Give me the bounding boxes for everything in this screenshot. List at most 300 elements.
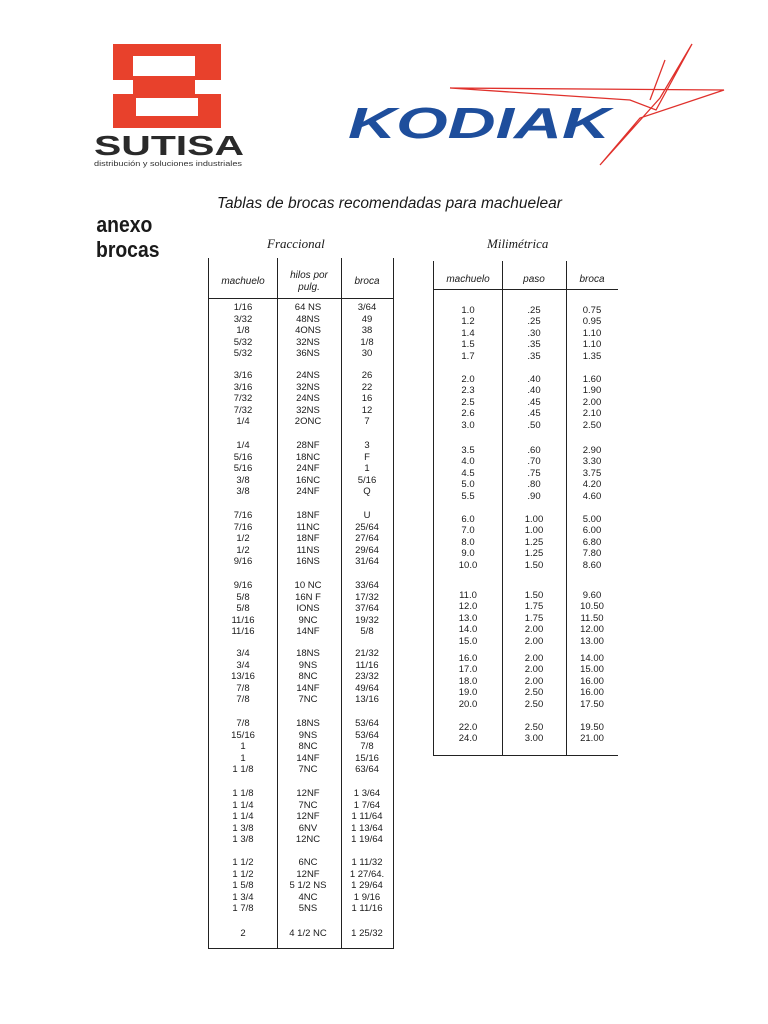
paso-cell: 2.50 (524, 698, 544, 710)
hilos-cell: IONS (296, 603, 320, 615)
paso-cell: 2.00 (524, 635, 544, 647)
broca-cell: 11/16 (355, 659, 379, 671)
machuelo-cell: 3/8 (236, 474, 250, 486)
group-3-broca-column (342, 440, 392, 498)
hilos-cell: 12NC (295, 834, 321, 846)
machuelo-cell: 5.5 (461, 490, 475, 502)
group-2-paso-column (503, 374, 565, 431)
machuelo-cell: 7/16 (233, 510, 253, 521)
machuelo-cell: 11/16 (231, 614, 255, 626)
machuelo-cell: 4.0 (461, 456, 475, 468)
hilos-cell: 12NF (296, 811, 320, 823)
group-7-broca-column (342, 718, 392, 776)
machuelo-cell: 1 1/8 (232, 788, 254, 799)
machuelo-cell: 3.0 (461, 419, 475, 431)
mm-bottom-rule (433, 755, 618, 756)
group-8-hilos-column (278, 788, 338, 846)
machuelo-cell: 3/32 (233, 313, 253, 325)
paso-cell: .35 (527, 339, 541, 351)
machuelo-cell: 1/4 (236, 440, 250, 451)
broca-cell: 37/64 (355, 603, 379, 615)
machuelo-cell: 1.7 (461, 350, 475, 362)
broca-cell: 12 (361, 404, 373, 416)
hilos-cell: 64 NS (294, 302, 322, 313)
group-1-paso-column (503, 305, 565, 362)
machuelo-cell: 1 1/4 (232, 811, 254, 823)
group-8-machuelo-column (210, 788, 276, 846)
machuelo-cell: 5/32 (233, 336, 253, 348)
machuelo-cell: 1/4 (236, 416, 250, 428)
broca-cell: 1.35 (582, 350, 602, 362)
milimetrica-title: Milimétrica (487, 236, 549, 251)
mm-border-left (433, 261, 434, 755)
broca-cell: 1 (364, 463, 370, 475)
group-4-broca-column (342, 510, 392, 568)
paso-cell: .80 (527, 479, 541, 491)
machuelo-cell: 3.5 (461, 445, 475, 456)
group-5-paso-column (503, 590, 565, 647)
machuelo-cell: 11.0 (459, 590, 477, 601)
machuelo-cell: 9/16 (233, 556, 253, 568)
broca-cell: 0.95 (582, 316, 602, 328)
machuelo-cell: 3/16 (233, 381, 253, 393)
paso-cell: 1.00 (524, 514, 544, 525)
group-4-hilos-column (278, 510, 338, 568)
group-4-paso-column (503, 514, 565, 571)
group-1-broca-column (567, 305, 617, 362)
machuelo-cell: 12.0 (458, 601, 478, 613)
group-2-machuelo-column (210, 370, 276, 428)
machuelo-cell: 1.4 (461, 327, 475, 339)
machuelo-cell: 16.0 (458, 653, 478, 664)
broca-cell: 4.60 (582, 490, 602, 502)
hilos-cell: 16NC (295, 474, 321, 486)
group-1-broca-column (342, 302, 392, 360)
machuelo-cell: 2.3 (461, 385, 475, 397)
broca-cell: 22 (361, 381, 373, 393)
machuelo-cell: 11/16 (231, 626, 255, 638)
machuelo-cell: 1.0 (461, 305, 475, 316)
machuelo-cell: 5.0 (461, 479, 475, 491)
hilos-cell: 7NC (298, 694, 318, 706)
machuelo-cell: 1 3/8 (232, 822, 254, 834)
paso-cell: .90 (527, 490, 541, 502)
paso-cell: .75 (527, 467, 541, 479)
hilos-cell: 2ONC (294, 416, 322, 428)
hilos-cell: 5 1/2 NS (289, 880, 327, 892)
kodiak-name: KODIAK (348, 99, 615, 148)
hilos-cell: 4 1/2 NC (289, 928, 327, 939)
broca-cell: 23/32 (355, 671, 379, 683)
machuelo-cell: 9.0 (461, 548, 475, 560)
paso-cell: 1.50 (524, 590, 544, 601)
machuelo-cell: 1/16 (233, 302, 253, 313)
machuelo-cell: 7.0 (461, 525, 475, 537)
hilos-cell: 9NC (298, 614, 318, 626)
machuelo-cell: 17.0 (458, 664, 478, 676)
broca-cell: 3.75 (582, 467, 602, 479)
broca-cell: 9.60 (582, 590, 602, 601)
broca-cell: 13.00 (580, 635, 604, 647)
paso-cell: .70 (527, 456, 541, 468)
broca-cell: 1.10 (582, 327, 602, 339)
group-10-hilos-column (278, 928, 338, 940)
paso-cell: .25 (527, 316, 541, 328)
paso-cell: 2.00 (524, 624, 544, 636)
machuelo-cell: 20.0 (458, 698, 478, 710)
group-9-hilos-column (278, 857, 338, 915)
broca-cell: 7 (364, 416, 370, 428)
group-5-machuelo-column (435, 590, 501, 647)
paso-cell: .35 (527, 350, 541, 362)
broca-cell: 3 (364, 440, 370, 451)
hilos-cell: 18NF (296, 510, 320, 521)
hilos-cell: 14NF (296, 682, 320, 694)
machuelo-cell: 6.0 (461, 514, 475, 525)
hilos-cell: 18NF (296, 533, 320, 545)
broca-cell: 21/32 (355, 648, 379, 659)
hilos-cell: 11NS (296, 544, 320, 556)
broca-cell: 7/8 (360, 741, 374, 753)
page-title: Tablas de brocas recomendadas para machuelear (217, 195, 562, 212)
group-7-hilos-column (278, 718, 338, 776)
hilos-cell: 36NS (296, 348, 320, 360)
broca-cell: Q (363, 486, 371, 498)
group-9-machuelo-column (210, 857, 276, 915)
broca-cell: 1.60 (582, 374, 602, 385)
paso-cell: 1.00 (524, 525, 544, 537)
frac-border-left (208, 258, 209, 948)
machuelo-cell: 1.5 (461, 339, 475, 351)
broca-cell: 1 11/16 (351, 903, 383, 915)
machuelo-cell: 7/8 (236, 718, 250, 729)
machuelo-cell: 1.2 (461, 316, 475, 328)
frac-bottom-rule (208, 948, 394, 949)
machuelo-cell: 15/16 (231, 729, 255, 741)
machuelo-cell: 7/32 (233, 404, 253, 416)
paso-cell: 1.75 (524, 612, 544, 624)
group-5-broca-column (342, 580, 392, 638)
hilos-cell: 24NS (296, 370, 320, 381)
broca-cell: 1 3/64 (353, 788, 381, 799)
broca-cell: 1 11/32 (351, 857, 383, 868)
group-10-machuelo-column (210, 928, 276, 940)
broca-cell: 15/16 (355, 752, 379, 764)
group-5-broca-column (567, 590, 617, 647)
machuelo-cell: 1 7/8 (232, 903, 254, 915)
group-3-broca-column (567, 445, 617, 502)
sutisa-logo (88, 40, 248, 175)
hilos-cell: 16N F (295, 591, 321, 603)
machuelo-cell: 2.0 (461, 374, 475, 385)
machuelo-cell: 1 1/8 (232, 764, 254, 776)
broca-cell: 16 (361, 393, 373, 405)
machuelo-cell: 1 3/8 (232, 834, 254, 846)
broca-cell: 5/16 (357, 474, 377, 486)
paso-cell: 1.50 (524, 559, 544, 571)
hilos-cell: 14NF (296, 626, 320, 638)
broca-cell: 1.10 (582, 339, 602, 351)
paso-cell: 1.75 (524, 601, 544, 613)
paso-cell: .45 (527, 396, 541, 408)
machuelo-cell: 14.0 (458, 624, 478, 636)
broca-cell: 53/64 (355, 718, 379, 729)
machuelo-cell: 9/16 (233, 580, 253, 591)
hilos-cell: 12NF (296, 868, 320, 880)
machuelo-cell: 7/32 (233, 393, 253, 405)
machuelo-cell: 5/8 (236, 603, 250, 615)
paso-cell: 1.25 (524, 536, 544, 548)
machuelo-cell: 1 3/4 (232, 891, 254, 903)
broca-cell: 3.30 (582, 456, 602, 468)
machuelo-cell: 8.0 (461, 536, 475, 548)
broca-cell: 13/16 (355, 694, 379, 706)
frac-header-broca: broca (354, 276, 380, 287)
hilos-cell: 4NC (298, 891, 318, 903)
broca-cell: 1/8 (360, 336, 374, 348)
machuelo-cell: 1/8 (236, 325, 250, 337)
group-1-machuelo-column (435, 305, 501, 362)
hilos-cell: 12NF (296, 788, 320, 799)
hilos-cell: 24NS (296, 393, 320, 405)
broca-cell: 33/64 (355, 580, 379, 591)
broca-cell: 12.00 (580, 624, 604, 636)
hilos-cell: 28NF (296, 440, 320, 451)
hilos-cell: 6NV (298, 822, 318, 834)
broca-cell: 5.00 (582, 514, 602, 525)
group-5-hilos-column (278, 580, 338, 638)
hilos-cell: 14NF (296, 752, 320, 764)
hilos-cell: 7NC (298, 764, 318, 776)
broca-cell: 6.80 (582, 536, 602, 548)
frac-header-rule (208, 298, 394, 299)
broca-cell: 19.50 (580, 722, 604, 733)
hilos-cell: 18NC (295, 451, 321, 463)
broca-cell: 63/64 (355, 764, 379, 776)
machuelo-cell: 1 1/2 (232, 857, 254, 868)
broca-cell: 1 11/64 (351, 811, 383, 823)
broca-cell: 7.80 (582, 548, 602, 560)
broca-cell: 6.00 (582, 525, 602, 537)
mm-header-machuelo: machuelo (446, 274, 490, 285)
hilos-cell: 32NS (296, 404, 320, 416)
group-2-broca-column (567, 374, 617, 431)
machuelo-cell: 7/8 (236, 694, 250, 706)
broca-cell: 11.50 (580, 612, 604, 624)
broca-cell: 16.00 (580, 675, 604, 687)
broca-cell: 29/64 (355, 544, 379, 556)
broca-cell: 10.50 (580, 601, 604, 613)
group-6-hilos-column (278, 648, 338, 706)
group-6-broca-column (567, 653, 617, 710)
broca-cell: 1.90 (582, 385, 602, 397)
sutisa-tagline: distribución y soluciones industriales (94, 159, 243, 168)
machuelo-cell: 5/8 (236, 591, 250, 603)
group-6-machuelo-column (210, 648, 276, 706)
broca-cell: 31/64 (355, 556, 379, 568)
machuelo-cell: 1/2 (236, 544, 250, 556)
group-3-paso-column (503, 445, 565, 502)
machuelo-cell: 2.6 (461, 408, 475, 420)
paso-cell: 3.00 (524, 733, 544, 745)
mm-header-rule (433, 289, 618, 290)
machuelo-cell: 24.0 (458, 733, 478, 745)
machuelo-cell: 5/32 (233, 348, 253, 360)
broca-cell: F (364, 451, 370, 463)
machuelo-cell: 5/16 (233, 451, 253, 463)
paso-cell: .30 (527, 327, 541, 339)
broca-cell: 38 (361, 325, 373, 337)
paso-cell: 2.00 (524, 664, 544, 676)
paso-cell: .60 (527, 445, 541, 456)
group-6-broca-column (342, 648, 392, 706)
sutisa-s-mark (113, 44, 221, 128)
machuelo-cell: 1/2 (236, 533, 250, 545)
broca-cell: 14.00 (580, 653, 604, 664)
machuelo-cell: 18.0 (458, 675, 478, 687)
group-1-hilos-column (278, 302, 338, 360)
annex-line-1: anexo (96, 212, 153, 237)
broca-cell: 5/8 (360, 626, 374, 638)
machuelo-cell: 1 (240, 741, 246, 753)
machuelo-cell: 1 1/2 (232, 868, 254, 880)
hilos-cell: 8NC (298, 741, 318, 753)
hilos-cell: 18NS (296, 718, 320, 729)
broca-cell: 1 9/16 (353, 891, 381, 903)
machuelo-cell: 13/16 (231, 671, 255, 683)
hilos-cell: 7NC (298, 799, 318, 811)
group-8-broca-column (342, 788, 392, 846)
broca-cell: 30 (361, 348, 373, 360)
broca-cell: 2.50 (582, 419, 602, 431)
broca-cell: 17.50 (580, 698, 604, 710)
paso-cell: 2.00 (524, 653, 544, 664)
frac-header-machuelo: machuelo (221, 276, 265, 287)
paso-cell: .50 (527, 419, 541, 431)
machuelo-cell: 3/8 (236, 486, 250, 498)
paso-cell: .25 (527, 305, 541, 316)
broca-cell: U (363, 510, 371, 521)
machuelo-cell: 3/4 (236, 659, 250, 671)
group-7-machuelo-column (435, 722, 501, 745)
broca-cell: 26 (361, 370, 373, 381)
hilos-cell: 6NC (298, 857, 318, 868)
broca-cell: 25/64 (355, 521, 379, 533)
broca-cell: 27/64 (355, 533, 379, 545)
group-3-machuelo-column (435, 445, 501, 502)
group-2-broca-column (342, 370, 392, 428)
broca-cell: 1 13/64 (351, 822, 383, 834)
broca-cell: 1 29/64 (351, 880, 383, 892)
group-9-broca-column (342, 857, 392, 915)
paso-cell: 2.00 (524, 675, 544, 687)
kodiak-logo (340, 40, 735, 175)
frac-border-right (393, 258, 394, 948)
machuelo-cell: 2 (240, 928, 246, 939)
mm-header-paso: paso (523, 274, 545, 285)
machuelo-cell: 3/16 (233, 370, 253, 381)
paso-cell: .40 (527, 374, 541, 385)
broca-cell: 0.75 (582, 305, 602, 316)
group-4-broca-column (567, 514, 617, 571)
machuelo-cell: 7/16 (233, 521, 253, 533)
group-3-hilos-column (278, 440, 338, 498)
broca-cell: 49 (361, 313, 373, 325)
broca-cell: 1 7/64 (353, 799, 381, 811)
broca-cell: 3/64 (357, 302, 377, 313)
broca-cell: 2.00 (582, 396, 602, 408)
broca-cell: 4.20 (582, 479, 602, 491)
broca-cell: 21.00 (580, 733, 604, 745)
broca-cell: 15.00 (580, 664, 604, 676)
mm-header-broca: broca (579, 274, 605, 285)
machuelo-cell: 3/4 (236, 648, 250, 659)
hilos-cell: 18NS (296, 648, 320, 659)
broca-cell: 2.90 (582, 445, 602, 456)
broca-cell: 1 25/32 (351, 928, 383, 939)
group-7-broca-column (567, 722, 617, 745)
group-7-paso-column (503, 722, 565, 745)
broca-cell: 16.00 (580, 687, 604, 699)
annex-label (96, 212, 160, 262)
hilos-cell: 4ONS (295, 325, 321, 337)
group-6-machuelo-column (435, 653, 501, 710)
group-6-paso-column (503, 653, 565, 710)
machuelo-cell: 4.5 (461, 467, 475, 479)
hilos-cell: 24NF (296, 463, 320, 475)
group-3-machuelo-column (210, 440, 276, 498)
paso-cell: .45 (527, 408, 541, 420)
machuelo-cell: 1 1/4 (232, 799, 254, 811)
fraccional-title: Fraccional (267, 236, 325, 251)
broca-cell: 1 27/64. (349, 868, 385, 880)
machuelo-cell: 1 (240, 752, 246, 764)
hilos-cell: 24NF (296, 486, 320, 498)
hilos-cell: 48NS (296, 313, 320, 325)
broca-cell: 2.10 (582, 408, 602, 420)
frac-header-hilos: hilos por pulg. (290, 270, 328, 293)
broca-cell: 1 19/64 (351, 834, 383, 846)
hilos-cell: 11NC (296, 521, 320, 533)
annex-line-2: brocas (96, 237, 160, 262)
broca-cell: 19/32 (355, 614, 379, 626)
machuelo-cell: 5/16 (233, 463, 253, 475)
machuelo-cell: 10.0 (458, 559, 478, 571)
broca-cell: 49/64 (355, 682, 379, 694)
hilos-cell: 10 NC (294, 580, 322, 591)
machuelo-cell: 22.0 (458, 722, 478, 733)
machuelo-cell: 19.0 (458, 687, 478, 699)
hilos-cell: 8NC (298, 671, 318, 683)
paso-cell: 2.50 (524, 687, 544, 699)
hilos-cell: 32NS (296, 336, 320, 348)
hilos-cell: 5NS (298, 903, 318, 915)
machuelo-cell: 2.5 (461, 396, 475, 408)
broca-cell: 17/32 (355, 591, 379, 603)
group-4-machuelo-column (210, 510, 276, 568)
group-2-machuelo-column (435, 374, 501, 431)
paso-cell: .40 (527, 385, 541, 397)
group-10-broca-column (342, 928, 392, 940)
machuelo-cell: 7/8 (236, 682, 250, 694)
machuelo-cell: 1 5/8 (232, 880, 254, 892)
hilos-cell: 9NS (298, 659, 318, 671)
broca-cell: 8.60 (582, 559, 602, 571)
hilos-cell: 32NS (296, 381, 320, 393)
sutisa-name: SUTISA (94, 130, 244, 161)
group-4-machuelo-column (435, 514, 501, 571)
hilos-cell: 9NS (298, 729, 318, 741)
